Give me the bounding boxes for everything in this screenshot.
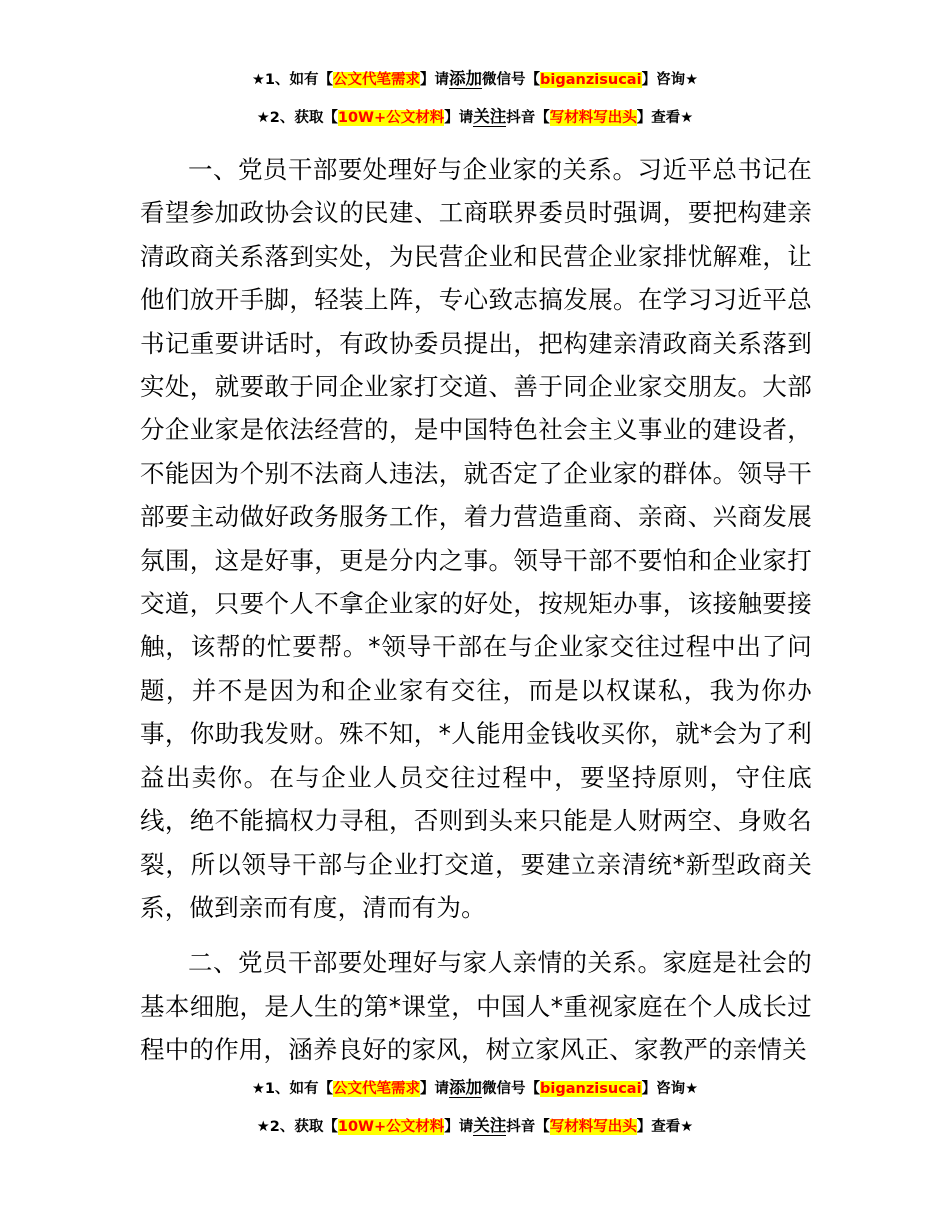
promo-text: ★2、获取【 [256, 110, 338, 126]
promo-text: 】请 [444, 110, 474, 126]
promo-text: 】请 [444, 1119, 474, 1135]
body-paragraph: 二、党员干部要处理好与家人亲情的关系。家庭是社会的基本细胞，是人生的第*课堂，中国人*重视家庭在个人成长过程中的作用，涵养良好的家风，树立家风正、家教严的亲情关 [140, 948, 812, 1065]
promo-douyin-account: 写材料写出头 [549, 110, 637, 126]
promo-text: 微信号【 [482, 72, 541, 88]
promo-highlight: 公文代笔需求 [333, 1081, 421, 1097]
promo-highlight: 10W+公文材料 [337, 1119, 445, 1135]
promo-text: 】查看★ [636, 1119, 694, 1135]
header-promo-line-1 [0, 69, 950, 90]
footer-promo-line-2 [0, 1116, 950, 1137]
promo-text: 微信号【 [482, 1081, 541, 1097]
footer-promo-line-1 [0, 1078, 950, 1099]
promo-text: ★1、如有【 [251, 72, 334, 88]
promo-text: 抖音【 [506, 1119, 550, 1135]
promo-text: ★1、如有【 [251, 1081, 334, 1097]
promo-text: 】查看★ [636, 110, 694, 126]
promo-text: 抖音【 [506, 110, 550, 126]
promo-emphasis: 添加 [449, 69, 483, 88]
promo-wechat-id: biganzisucai [540, 72, 642, 88]
promo-text: 】咨询★ [641, 72, 699, 88]
promo-text: 】请 [420, 1081, 450, 1097]
body-paragraph: 一、党员干部要处理好与企业家的关系。习近平总书记在看望参加政协会议的民建、工商联界委员时强调，要把构建亲清政商关系落到实处，为民营企业和民营企业家排忧解难，让他们放开手脚，轻装上阵，专心致志搞发展。在学习习近平总书记重要讲话时，有政协委员提出，把构建亲清政商关系落到实处，就要敢于同企业家打交道、善于同企业家交朋友。大部分企业家是依法经营的，是中国特色社会主义事业的建设者，不能因为个别不法商人违法，就否定了企业家的群体。领导干部要主动做好政务服务工作，着力营造重商、亲商、兴商发展氛围，这是好事，更是分内之事。领导干部不要怕和企业家打交道，只要个人不拿企业家的好处，按规矩办事，该接触要接触，该帮的忙要帮。*领导干部在与企业家交往过程中出了问题，并不是因为和企业家有交往，而是以权谋私，我为你办事，你助我发财。殊不知，*人能用金钱收买你，就*会为了利益出卖你。在与企业人员交往过程中，要坚持原则，守住底线，绝不能搞权力寻租，否则到头来只能是人财两空、身败名裂，所以领导干部与企业打交道，要建立亲清统*新型政商关系，做到亲而有度，清而有为。 [140, 155, 812, 922]
promo-wechat-id: biganzisucai [540, 1081, 642, 1097]
promo-text: ★2、获取【 [256, 1119, 338, 1135]
promo-text: 】请 [420, 72, 450, 88]
promo-emphasis: 添加 [449, 1078, 483, 1097]
promo-emphasis: 关注 [473, 1116, 507, 1135]
promo-emphasis: 关注 [473, 107, 507, 126]
document-body [140, 148, 812, 1072]
header-promo-line-2 [0, 107, 950, 128]
promo-highlight: 10W+公文材料 [337, 110, 445, 126]
promo-highlight: 公文代笔需求 [333, 72, 421, 88]
promo-text: 】咨询★ [641, 1081, 699, 1097]
promo-douyin-account: 写材料写出头 [549, 1119, 637, 1135]
